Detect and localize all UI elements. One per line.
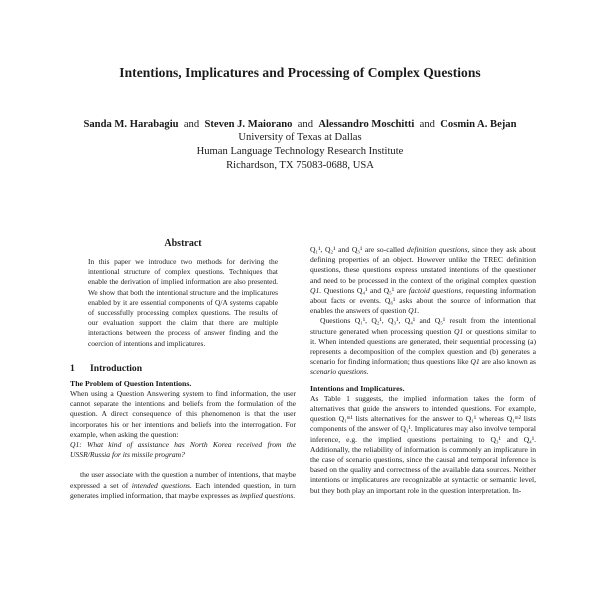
affiliation-address: Richardson, TX 75083-0688, USA xyxy=(226,160,374,171)
text-run-italic: implied questions. xyxy=(239,490,296,500)
author-name: Steven J. Maiorano xyxy=(204,119,293,130)
author-list xyxy=(0,119,600,131)
author-conjunction: and xyxy=(419,119,435,130)
author-name: Sanda M. Harabagiu xyxy=(83,119,179,130)
left-column xyxy=(70,238,296,501)
example-question-q1 xyxy=(70,440,296,460)
text-run: Each intended question, in turn generates implied information, that maybe expresses as xyxy=(70,480,296,500)
paragraph-heading-problem: The Problem of Question Intentions. xyxy=(70,378,192,388)
author-conjunction: and xyxy=(297,119,314,130)
text-run-italic: definition questions, xyxy=(407,245,470,254)
text-run-italic: Q1. xyxy=(310,285,322,295)
right-paragraph-1 xyxy=(310,245,536,316)
text-run: are also known as xyxy=(481,357,536,367)
abstract-heading: Abstract xyxy=(164,238,202,249)
affiliation-university: University of Texas at Dallas xyxy=(238,132,362,143)
q1-text: What kind of assistance has North Korea received from the USSR/Russia for its missile program? xyxy=(70,440,297,460)
abstract-text: In this paper we introduce two methods for deriving the intentional structure of complex questions. Techniques that enable the derivation of implied information are also presented. We show that both the intentional structure and the implicatures enabled by it are essential components of Q/A systems capable of successfully processing complex questions. The results of our evaluation support the claim that there are multiple interactions between the process of answer finding and the coercion of intentions and implicatures. xyxy=(88,257,278,348)
section-number: 1 xyxy=(70,362,75,374)
section-title: Introduction xyxy=(90,362,143,374)
author-name: Alessandro Moschitti xyxy=(318,119,415,130)
paper-title: Intentions, Implicatures and Processing of Complex Questions xyxy=(119,65,481,80)
intro-paragraph-1: When using a Question Answering system to find information, the user cannot separate the intentions and beliefs from the formulation of the question. A direct consequence of this phenomenon is that the user incorporates his or her intentions and beliefs into the interrogation. For example, when asking the question: xyxy=(70,389,296,439)
text-run-italic: factoid questions, xyxy=(408,285,464,295)
text-run: the user associate with the question a number of intentions, that maybe expressed a set of xyxy=(70,470,296,490)
right-paragraph-3: As Table 1 suggests, the implied information takes the form of alternatives that guide the answers to intended questions. For example, question Q₁ᵐ¹ lists alternatives for the answer to Q₁¹ whereas Q₁ᵐ² lists components of the answer of Q₁¹. Implicatures may also involve temporal inference, e.g. the implied questions pertaining to Q₃¹ and Q₄¹. Additionally, the reliability of information is commonly an implicature in the case of scenario questions, since the causal and temporal inference is based on the quality and correctness of the available data sources. Neither intentions or implicatures are recognizable at syntactic or semantic level, but they both play an important role in the question interpretation. In- xyxy=(310,393,536,495)
paragraph-heading-intentions: Intentions and Implicatures. xyxy=(310,383,405,393)
text-run-italic: scenario questions. xyxy=(310,367,369,377)
text-run-italic: Q1. xyxy=(408,306,420,316)
right-paragraph-2 xyxy=(310,316,536,377)
text-run: requesting information about facts or events. Q₆¹ asks about the source of information that enables the answers of question xyxy=(310,285,536,316)
text-run: Questions Q₄¹ and Q₅¹ are xyxy=(323,285,407,295)
text-run-italic: Q1 xyxy=(454,326,464,336)
intro-paragraph-2 xyxy=(70,470,296,501)
section-heading-introduction xyxy=(70,363,296,375)
text-run: or questions similar to it. When intended questions are generated, their sequential processing (a) represents a decomposition of the complex question and (b) generates a scenario for finding information; thus questions like xyxy=(310,326,536,367)
text-run: Q₁¹, Q₂¹ and Q₃¹ are so-called xyxy=(310,245,405,254)
author-name: Cosmin A. Bejan xyxy=(440,119,517,130)
author-conjunction: and xyxy=(183,119,200,130)
q1-label: Q1: xyxy=(70,440,82,450)
text-run-italic: intended questions. xyxy=(131,480,192,490)
text-run: Questions Q₁¹, Q₂¹, Q₃¹, Q₄¹ and Q₅¹ result from the intentional structure generated when processing question xyxy=(310,316,536,336)
text-run: since they ask about defining properties of an object. However unlike the TREC definition questions, these questions express unstated intentions of the questioner and need to be processed in the context of the original complex question xyxy=(310,245,536,285)
affiliation-institute: Human Language Technology Research Institute xyxy=(196,146,404,157)
text-run-italic: Q1 xyxy=(470,357,480,367)
right-column xyxy=(310,245,536,496)
